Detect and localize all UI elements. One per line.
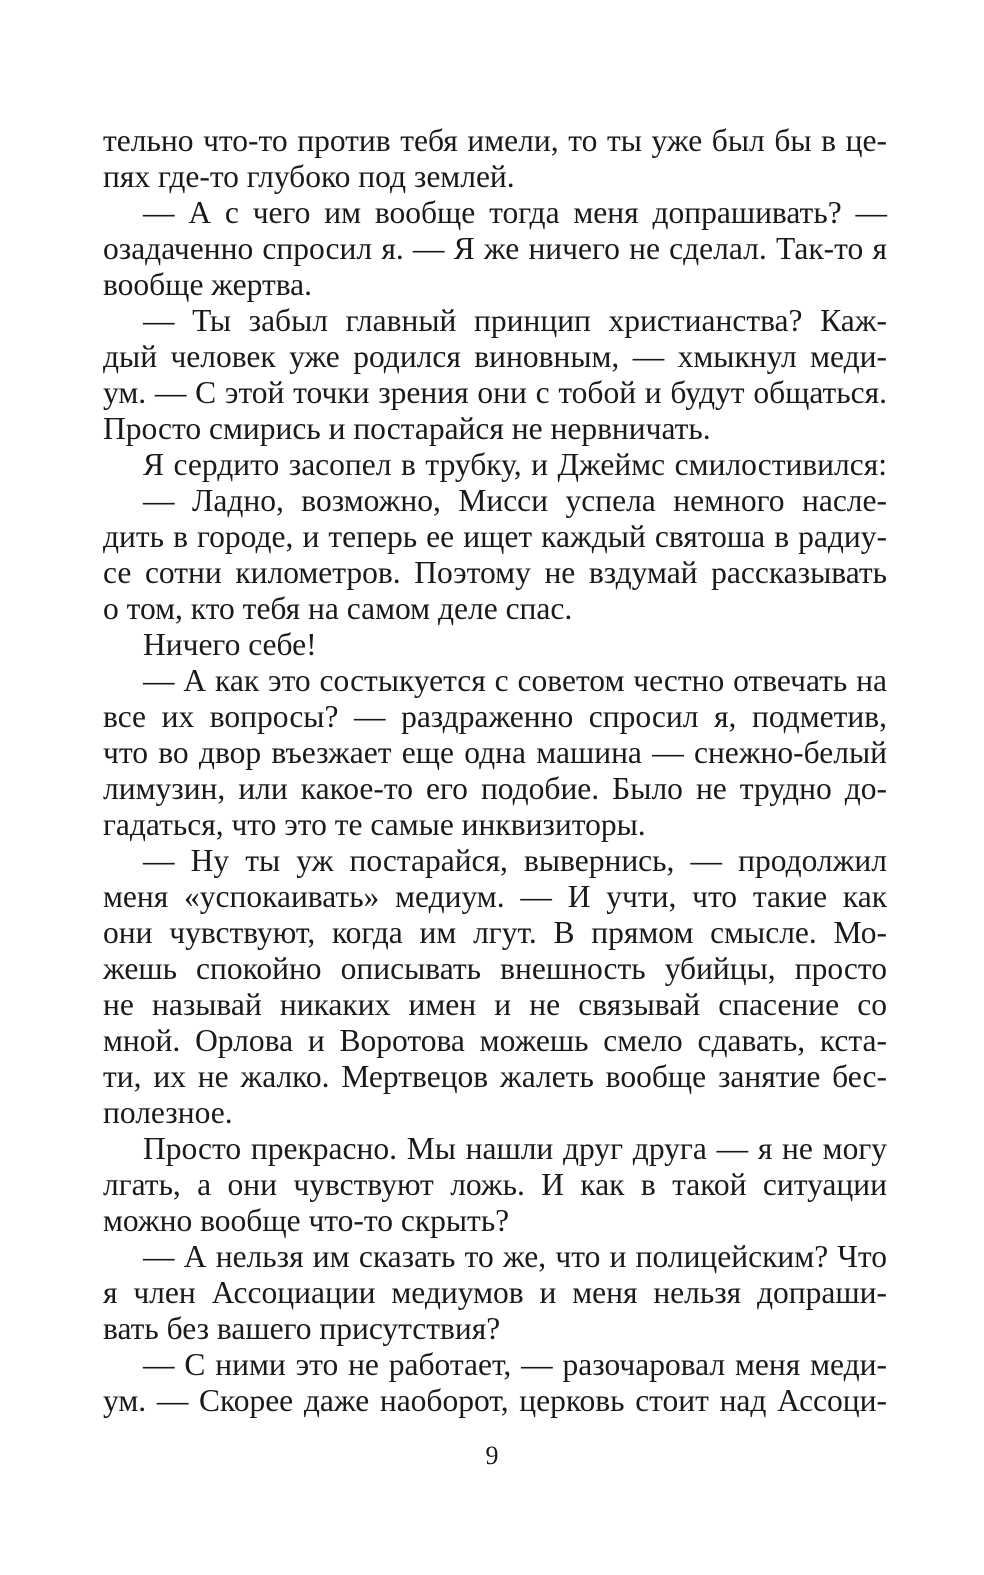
text-line: Я сердито засопел в трубку, и Джеймс смилостивился: [143,447,887,482]
text-line: — Ну ты уж постарайся, вывернись, — продолжил [143,843,887,878]
text-line: ти, их не жалко. Мертвецов жалеть вообще занятие бес- [103,1059,887,1094]
text-line: мной. Орлова и Воротова можешь смело сдавать, кста- [103,1023,887,1058]
text-line: жешь спокойно описывать внешность убийцы, просто [103,951,887,986]
text-line: дить в городе, и теперь ее ищет каждый святоша в радиу- [103,519,887,554]
text-line: полезное. [103,1095,233,1130]
text-line: се сотни километров. Поэтому не вздумай рассказывать [103,555,887,590]
text-line: Просто смирись и постарайся не нервничать. [103,411,711,446]
text-line: — А с чего им вообще тогда меня допрашивать? — [143,195,887,230]
text-line: — Ладно, возможно, Мисси успела немного насле- [143,483,887,518]
text-line: меня «успокаивать» медиум. — И учти, что такие как [103,879,887,914]
page-text [103,123,887,1419]
page-number: 9 [485,1441,499,1470]
text-line: они чувствуют, когда им лгут. В прямом смысле. Мо- [103,915,887,950]
text-line: можно вообще что-то скрыть? [103,1203,510,1238]
text-line: — А как это состыкуется с советом честно отвечать на [143,663,887,698]
text-line: дый человек уже родился виновным, — хмыкнул меди- [103,339,887,374]
text-line: гадаться, что это те самые инквизиторы. [103,807,646,842]
text-line: Ничего себе! [143,627,317,662]
text-line: ум. — С этой точки зрения они с тобой и будут общаться. [103,375,887,410]
text-line: вообще жертва. [103,267,313,302]
text-line: озадаченно спросил я. — Я же ничего не сделал. Так-то я [103,231,887,266]
text-line: Просто прекрасно. Мы нашли друг друга — я не могу [143,1131,887,1166]
text-line: лгать, а они чувствуют ложь. И как в такой ситуации [103,1167,887,1202]
text-line: тельно что-то против тебя имели, то ты уже был бы в це- [103,123,887,158]
text-line: вать без вашего присутствия? [103,1311,501,1346]
text-line: — А нельзя им сказать то же, что и полицейским? Что [143,1239,887,1274]
text-line: что во двор въезжает еще одна машина — снежно-белый [103,735,887,770]
text-line: я член Ассоциации медиумов и меня нельзя допраши- [103,1275,887,1310]
text-line: о том, кто тебя на самом деле спас. [103,591,573,626]
text-line: ум. — Скорее даже наоборот, церковь стоит над Ассоци- [103,1383,887,1418]
text-line: — Ты забыл главный принцип христианства? Каж- [143,303,887,338]
text-line: все их вопросы? — раздраженно спросил я, подметив, [103,699,887,734]
text-line: — С ними это не работает, — разочаровал меня меди- [143,1347,887,1382]
text-line: пях где-то глубоко под землей. [103,159,515,194]
text-line: лимузин, или какое-то его подобие. Было не трудно до- [103,771,887,806]
text-line: не называй никаких имен и не связывай спасение со [103,987,887,1022]
